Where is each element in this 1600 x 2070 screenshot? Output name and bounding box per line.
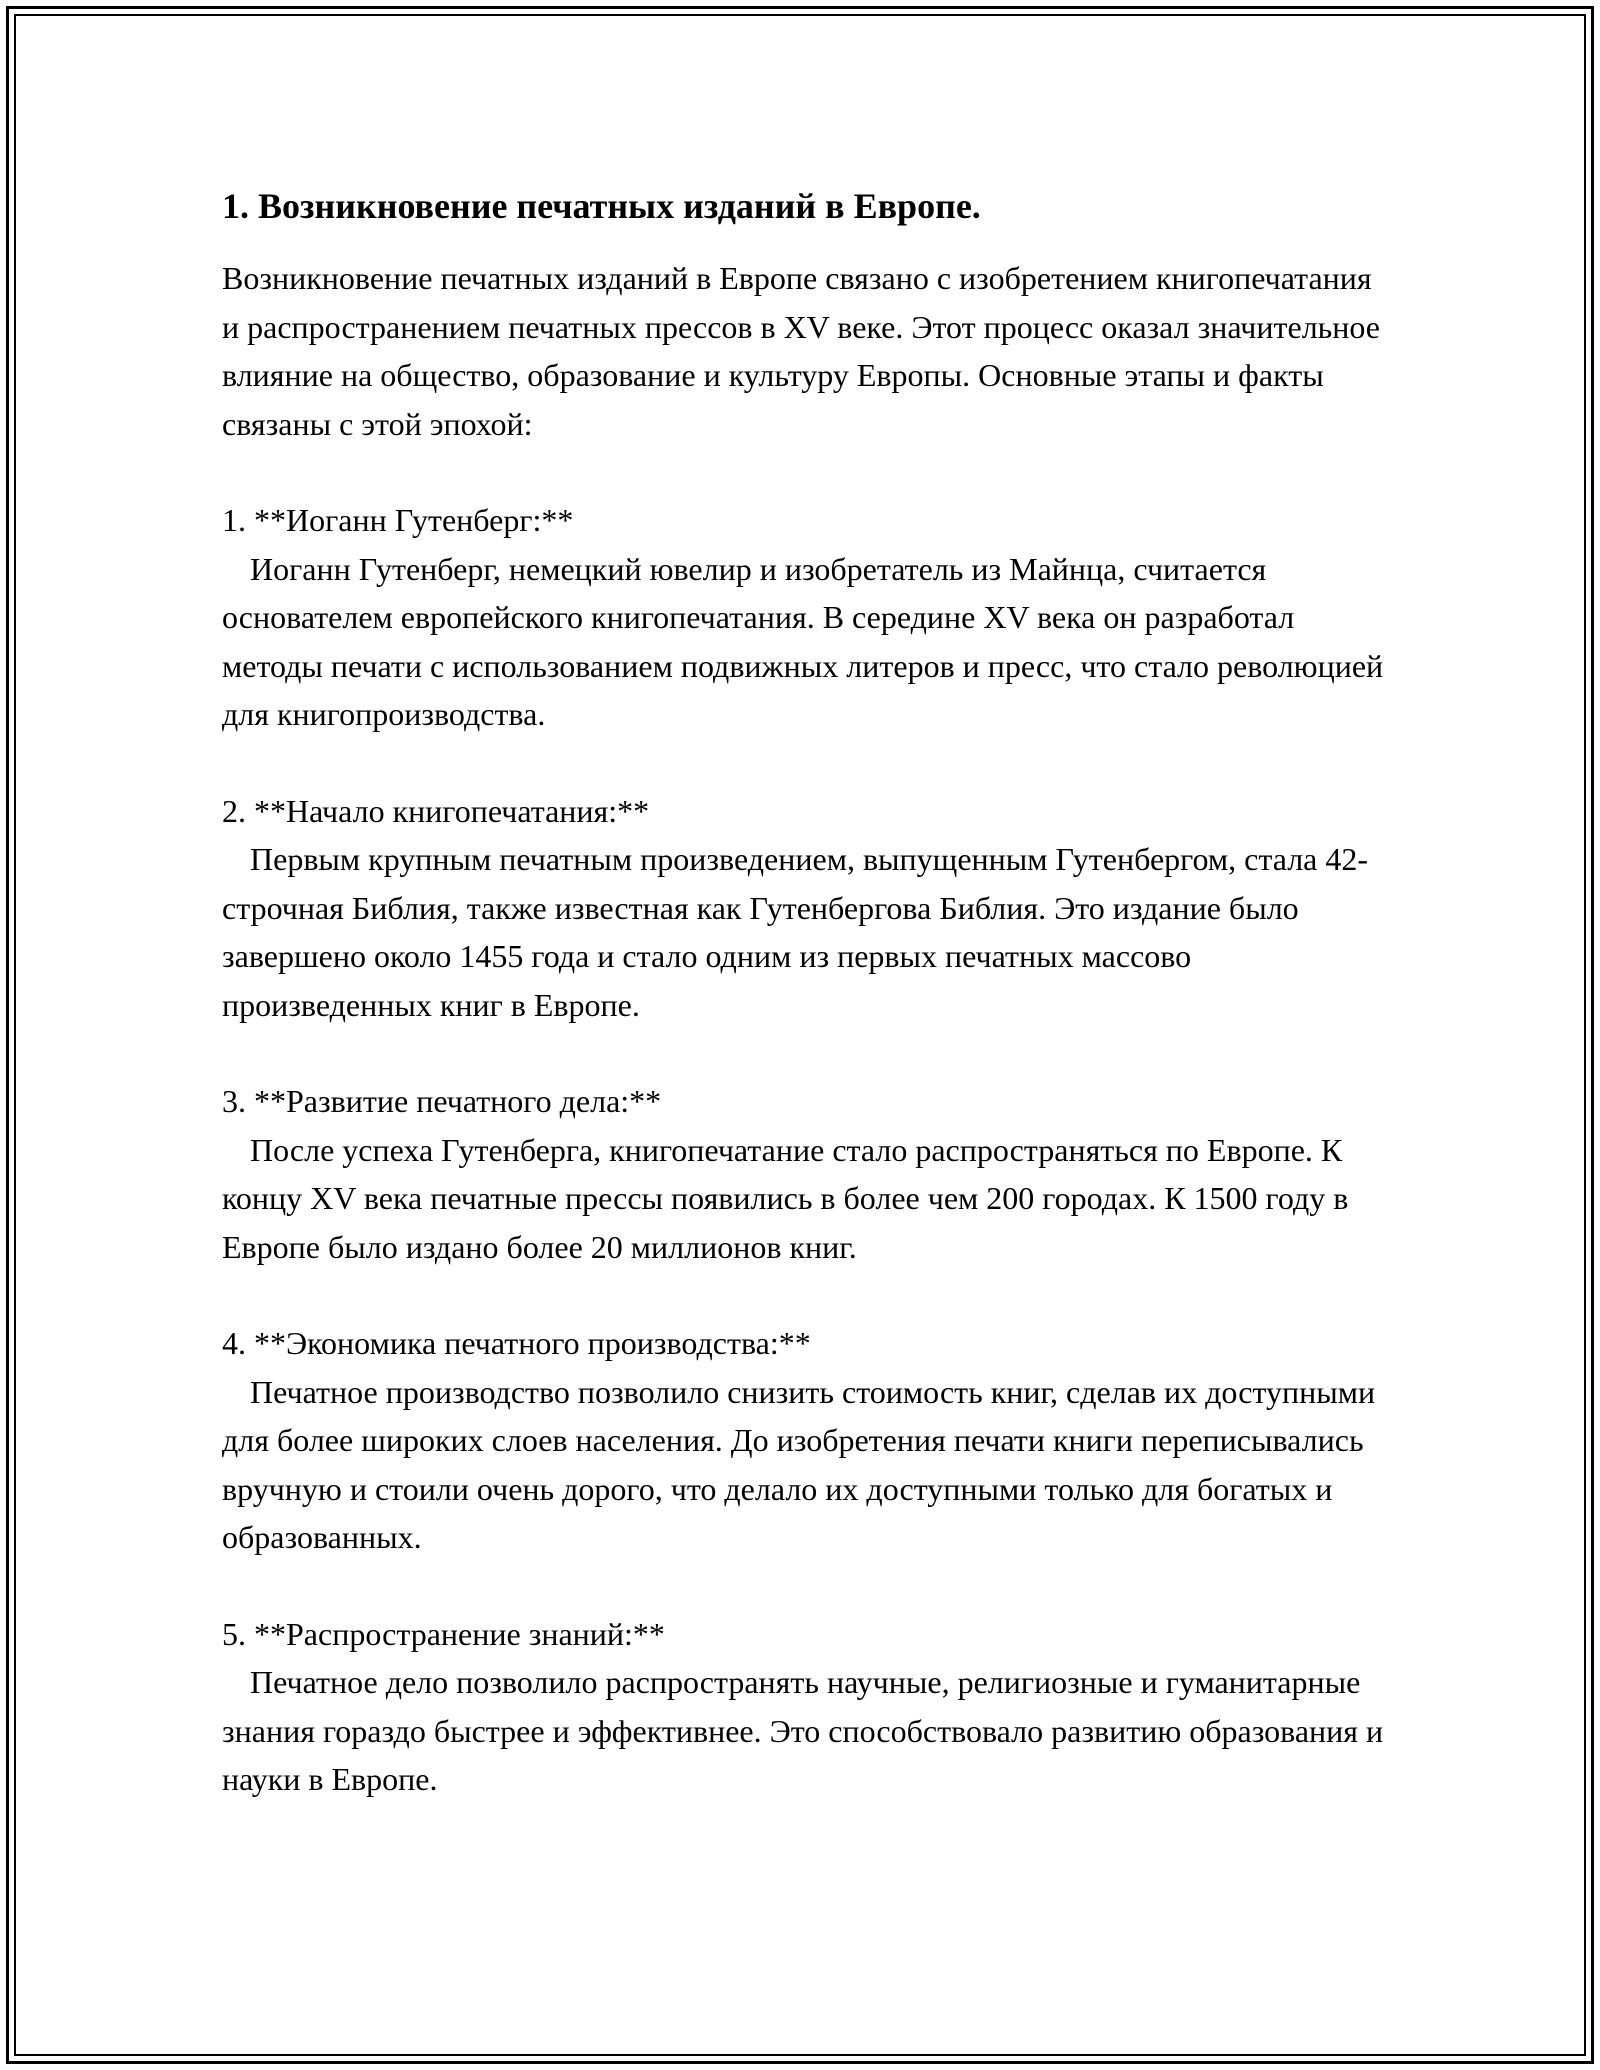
list-item (222, 1077, 1392, 1271)
list-item-title: 4. **Экономика печатного производства:** (222, 1325, 811, 1361)
list-item-text: Иоганн Гутенберг, немецкий ювелир и изобретатель из Майнца, считается основателем европейского книгопечатания. В середине XV века он разработал методы печати с использованием подвижных литеров и пресс, что стало революцией для книгопроизводства. (222, 550, 1384, 732)
list-item (222, 1319, 1392, 1562)
list-item-text: Первым крупным печатным произведением, выпущенным Гутенбергом, стала 42-строчная Библия, также известная как Гутенбергова Библия. Это издание было завершено около 1455 года и стало одним из первых печатных массово произведенных книг в Европе. (222, 841, 1369, 1023)
list-item-title: 2. **Начало книгопечатания:** (222, 792, 650, 829)
document-body (222, 180, 1392, 1804)
list-item-title: 5. **Распространение знаний:** (222, 1615, 665, 1652)
list-item (222, 496, 1392, 739)
document-heading: 1. Возникновение печатных изданий в Европе. (222, 186, 981, 226)
list-item-text: Печатное производство позволило снизить стоимость книг, сделав их доступными для более широких слоев населения. До изобретения печати книги переписывались вручную и стоили очень дорого, что делало их доступными только для богатых и образованных. (222, 1373, 1376, 1555)
intro-paragraph: Возникновение печатных изданий в Европе связано с изобретением книгопечатания и распространением печатных прессов в XV веке. Этот процесс оказал значительное влияние на общество, образование и культуру Европы. Основные этапы и факты связаны с этой эпохой: (222, 260, 1380, 442)
list-item-text: Печатное дело позволило распространять научные, религиозные и гуманитарные знания гораздо быстрее и эффективнее. Это способствовало развитию образования и науки в Европе. (222, 1664, 1384, 1797)
list-item (222, 787, 1392, 1030)
list-item-text: После успеха Гутенберга, книгопечатание стало распространяться по Европе. К концу XV века печатные прессы появились в более чем 200 городах. К 1500 году в Европе было издано более 20 миллионов книг. (222, 1131, 1349, 1265)
list-item-title: 3. **Развитие печатного дела:** (222, 1083, 662, 1119)
list-item (222, 1610, 1392, 1804)
list-item-title: 1. **Иоганн Гутенберг:** (222, 502, 574, 538)
